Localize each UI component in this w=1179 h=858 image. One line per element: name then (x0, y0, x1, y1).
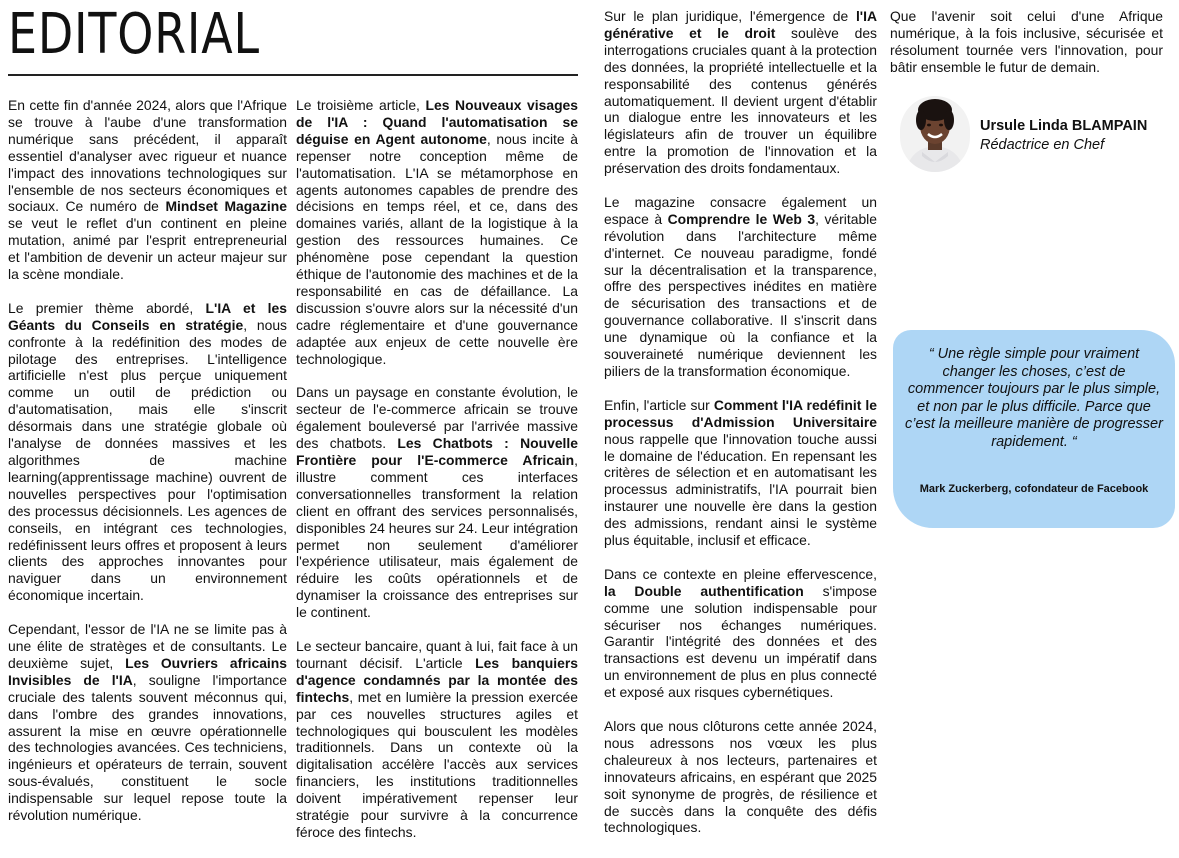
article-column-2 (296, 97, 578, 858)
text-run: s'impose comme une solution indispensable pour sécuriser nos échanges numériques. Garantir l'intégrité des données et des transactions est devenu un impératif dans un environnement de plus en plus connecté et exposé aux risques cybernétiques. (604, 582, 877, 701)
paragraph (296, 384, 578, 621)
text-run: , illustre comment ces interfaces conversationnelles transforment la relation client en offrant des services personnalisés, disponibles 24 heures sur 24. Leur intégration permet non seulement d'améliorer l'expérience utilisateur, mais également de réduire les coûts opérationnels et de dynamiser la croissance des entreprises sur le continent. (296, 452, 578, 621)
paragraph (296, 638, 578, 841)
paragraph (604, 194, 877, 380)
text-run: Le troisième article, (296, 97, 426, 113)
bold-title: l'IA générative et le droit (604, 8, 877, 41)
author-block (900, 96, 1170, 180)
paragraph (604, 8, 877, 177)
quote-callout (893, 330, 1175, 528)
paragraph (604, 718, 877, 836)
author-role: Rédactrice en Chef (980, 137, 1105, 153)
text-run: Sur le plan juridique, l'émergence de (604, 8, 856, 24)
author-photo (900, 96, 970, 172)
quote-attribution: Mark Zuckerberg, cofondateur de Facebook (919, 483, 1149, 495)
bold-title: Comment l'IA redéfinit le processus d'Admission Universitaire (604, 396, 877, 430)
text-run: Que l'avenir soit celui d'une Afrique numérique, à la fois inclusive, sécurisée et résolument tournée vers l'innovation, pour bâtir ensemble le futur de demain. (890, 8, 1163, 75)
paragraph (8, 300, 287, 604)
quote-text: “ Une règle simple pour vraiment changer les choses, c’est de commencer toujours par le plus simple, et non par le plus difficile. Parce que c’est la meilleure manière de progresser rapidement. “ (905, 346, 1163, 450)
bold-title: Les Nouveaux visages de l'IA : Quand l'automatisation se déguise en Agent autonome (296, 97, 579, 147)
text-run: nous rappelle que l'innovation touche aussi le domaine de l'éducation. En repensant les critères de sélection et en automatisant les processus administratifs, l'IA pourrait bien instaurer une nouvelle ère dans la gestion des admissions, rendant ainsi le système plus équitable, inclusif et efficace. (604, 430, 877, 549)
text-run: Le secteur bancaire, quant à lui, fait face à un tournant décisif. L'article (296, 637, 578, 671)
text-run: , nous incite à repenser notre conception même de l'automatisation. L'IA se métamorphose en agents autonomes capables de prendre des décisions en temps réel, et ce, dans des domaines variés, allant de la logistique à la gestion des ressources humaines. Ce phénomène pose cependant la question éthique de l'autonomie des machines et de la responsabilité en cas de défaillance. La discussion s'ouvre alors sur la nécessité d'un cadre réglementaire et d'une gouvernance adaptée aux enjeux de cette nouvelle ère technologique. (296, 130, 579, 367)
text-run: Dans un paysage en constante évolution, le secteur de l'e-commerce africain se trouve également bouleversé par l'arrivée massive des chatbots. (296, 384, 578, 452)
text-run: , nous confronte à la redéfinition des modes de pilotage des entreprises. L'intelligence artificielle n'est plus perçue uniquement comme un outil de prédiction ou d'automatisation, mais elle s'inscrit désormais dans une stratégie globale où l'analyse de données massives et les algorithmes de machine learning(apprentissage machine) ouvrent de nouvelles perspectives pour l'optimisation des processus décisionnels. Les agences de conseils, en intégrant ces technologies, redéfinissent leurs offres et proposent à leurs clients des approches innovantes pour naviguer dans un environnement économique incertain. (8, 316, 288, 604)
author-name: Ursule Linda BLAMPAIN (980, 118, 1148, 134)
text-run: soulève des interrogations cruciales quant à la protection des données, la propriété intellectuelle et la responsabilité des contenus générés automatiquement. Il devient urgent d'établir un dialogue entre les innovateurs et les législateurs afin de trouver un équilibre entre la promotion de l'innovation et la préservation des droits fondamentaux. (604, 24, 877, 177)
text-run: , met en lumière la pression exercée par ces nouvelles structures agiles et technologiques qui bousculent les modèles traditionnels. Dans un contexte où la digitalisation accélère l'accès aux services financiers, les institutions traditionnelles doivent impérativement repenser leur stratégie pour survivre à la concurrence féroce des fintechs. (296, 688, 578, 840)
text-run: Dans ce contexte en pleine effervescence, (604, 565, 877, 582)
text-run: Le premier thème abordé, (8, 299, 206, 316)
paragraph (604, 566, 877, 701)
text-run: se veut le reflet d'un continent en pleine mutation, animé par l'esprit entrepreneurial et l'ambition de devenir un acteur majeur sur la scène mondiale. (8, 215, 287, 283)
bold-title: Les Chatbots : Nouvelle Frontière pour l'E-commerce Africain (296, 435, 578, 469)
paragraph (8, 97, 287, 283)
paragraph (8, 621, 287, 824)
bold-title: la Double authentification (604, 582, 804, 599)
text-run: En cette fin d'année 2024, alors que l'Afrique se trouve à l'aube d'une transformation numérique sans précédent, il apparaît essentiel d'analyser avec rigueur et nuance l'impact des innovations technologiques sur l'ensemble de nos secteurs économiques et sociaux. Ce numéro de (8, 97, 287, 215)
bold-title: Les Ouvriers africains Invisibles de l'IA (8, 654, 287, 688)
text-run: Enfin, l'article sur (604, 396, 714, 413)
text-run: Cependant, l'essor de l'IA ne se limite pas à une élite de stratèges et de consultants. Le deuxième sujet, (8, 621, 287, 671)
paragraph (296, 97, 578, 368)
text-run: , souligne l'importance cruciale des talents souvent méconnus qui, dans l'ombre des grandes innovations, assurent la mise en œuvre opérationnelle des technologies avancées. Ces techniciens, ingénieurs et opérateurs de terrain, souvent sous-évalués, constituent le socle indispensable sur lequel repose toute la révolution numérique. (8, 671, 288, 824)
text-run: Alors que nous clôturons cette année 2024, nous adressons nos vœux les plus chaleureux à nos lecteurs, partenaires et innovateurs africains, en espérant que 2025 soit synonyme de progrès, de résilience et de succès dans la conquête des défis technologiques. (604, 718, 877, 836)
text-run: , véritable révolution dans l'architecture même d'internet. Ce nouveau paradigme, fondé sur la décentralisation et la transparence, offre des perspectives inédites en matière de sécurisation des transactions et de gouvernance collaborative. Il s'inscrit dans une dynamique où la confiance et la souveraineté numérique deviennent les piliers de la transformation économique. (604, 210, 877, 380)
bold-title: Mindset Magazine (165, 198, 287, 215)
title-divider (8, 74, 578, 76)
text-run: Le magazine consacre également un espace à (604, 193, 877, 227)
page-title: EDITORIAL (8, 2, 260, 67)
bold-title: Les banquiers d'agence condamnés par la montée des fintechs (296, 654, 578, 705)
article-column-3 (604, 8, 877, 853)
bold-title: L'IA et les Géants du Conseils en stratégie (8, 299, 287, 333)
paragraph (604, 397, 877, 549)
article-column-1 (8, 97, 287, 841)
article-column-4 (890, 8, 1163, 93)
bold-title: Comprendre le Web 3 (667, 210, 816, 227)
paragraph (890, 8, 1163, 76)
